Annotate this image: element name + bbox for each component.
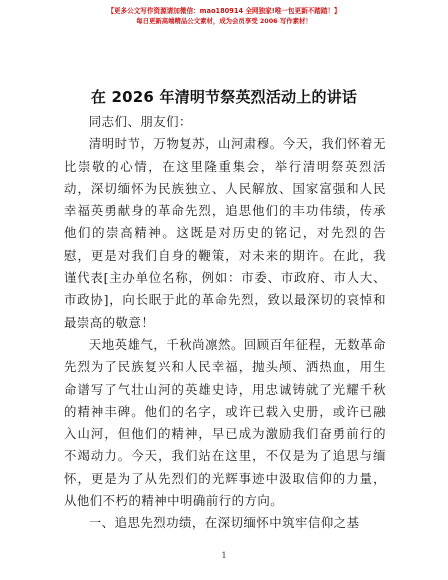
promo-banner-line-2: 每日更新高端精品公文素材，成为会员享受 2006 写作素材！	[136, 17, 312, 25]
document-body	[64, 111, 386, 535]
paragraph-2: 天地英雄气，千秋尚凛然。回顾百年征程，无数革命先烈为了民族复兴和人民幸福，抛头颅、洒热血，用生命谱写了气壮山河的英雄史诗，用忠诚铸就了光耀千秋的精神丰碑。他们的名字，或许已载入史册，或许已融入山河，但他们的精神，早已成为激励我们奋勇前行的不竭动力。今天，我们站在这里，不仅是为了追思与缅怀，更是为了从先烈们的光辉事迹中汲取信仰的力量，从他们不朽的精神中明确前行的方向。	[64, 336, 386, 509]
greeting: 同志们、朋友们：	[88, 114, 192, 129]
page-number: 1	[221, 551, 227, 560]
section-heading-1: 一、追思先烈功绩，在深切缅怀中筑牢信仰之基	[88, 515, 360, 531]
document-title: 在 2026 年清明节祭英烈活动上的讲话	[90, 88, 358, 106]
paragraph-1: 清明时节，万物复苏，山河肃穆。今天，我们怀着无比崇敬的心情，在这里隆重集会，举行清明祭英烈活动，深切缅怀为民族独立、人民解放、国家富强和人民幸福英勇献身的革命先烈，追思他们的丰功伟绩，传承他们的崇高精神。这既是对历史的铭记，对先烈的告慰，更是对我们自身的鞭策，对未来的期许。在此，我谨代表[主办单位名称，例如：市委、市政府、市人大、市政协]，向长眠于此的革命先烈，致以最深切的哀悼和最崇高的敬意！	[64, 136, 386, 330]
promo-banner-line-1: 【更多公文写作资源请加微信：mao180914 全网独家!唯一包更新不踏踏！】	[107, 7, 341, 15]
promo-banner	[0, 6, 448, 26]
